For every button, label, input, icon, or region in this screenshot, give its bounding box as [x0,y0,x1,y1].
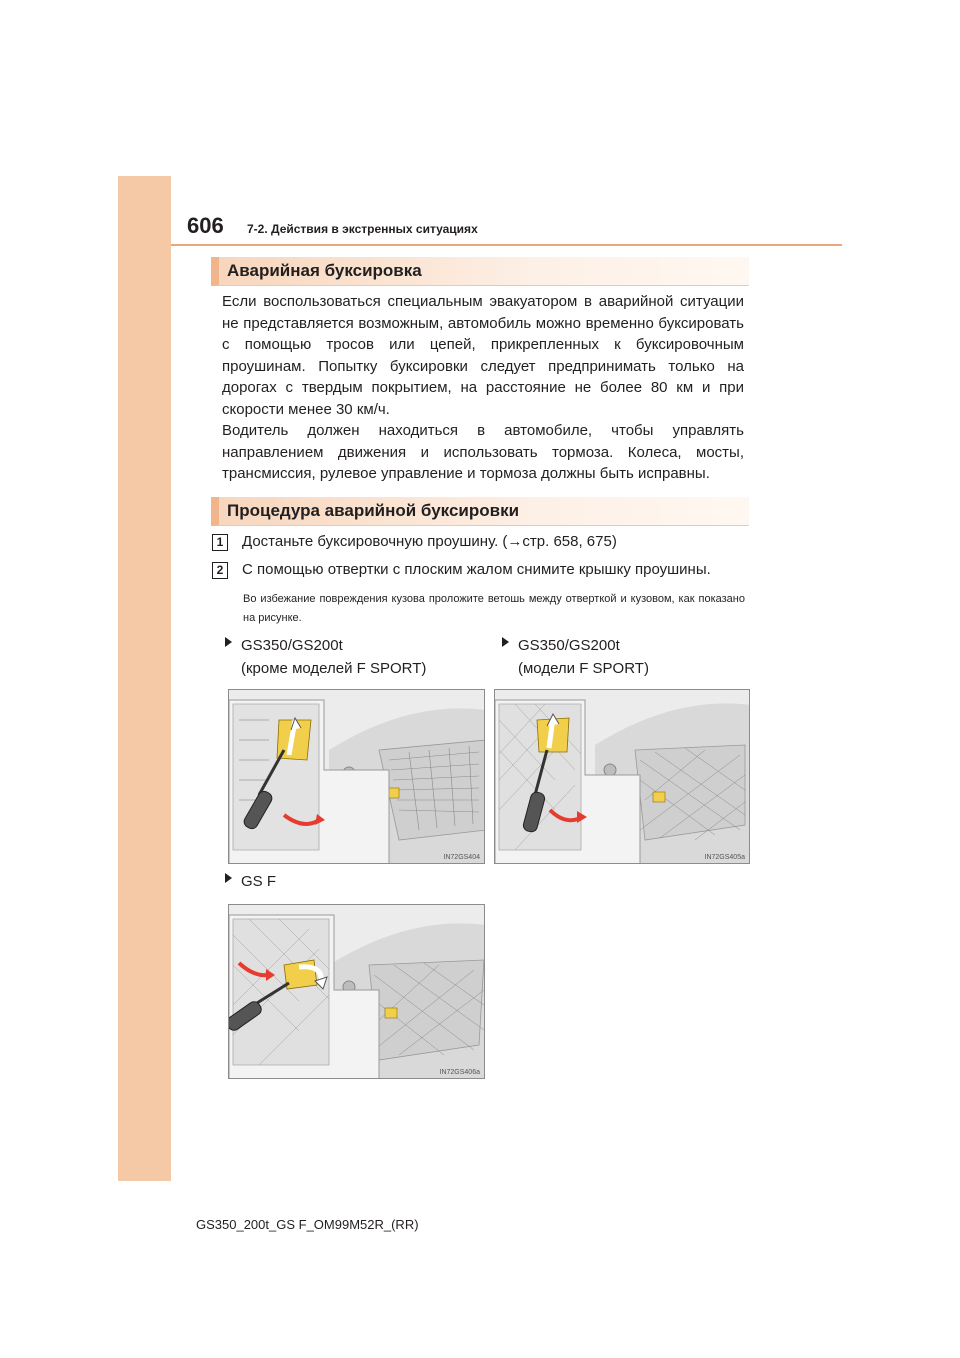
illustration-bumper-fsport [495,690,750,864]
section-heading-emergency-towing [211,257,749,286]
chapter-sidebar-tab [118,176,171,1181]
step-note: Во избежание повреждения кузова проложите ветошь между отверткой и кузовом, как показано на рисунке. [243,593,745,624]
step-text: Достаньте буксировочную проушину. (→стр. 658, 675) [242,533,617,550]
variant-detail: (модели F SPORT) [518,660,649,677]
step-number: 1 [212,534,228,551]
section-heading-towing-procedure [211,497,749,526]
step-number: 2 [212,562,228,579]
towing-paragraph-1: Если воспользоваться специальным эвакуатором в аварийной ситуации не представляется возможным, автомобиль можно временно буксировать с помощью тросов или цепей, прикрепленных к буксировочным проушинам. Попытку буксировки следует предпринимать только на дорогах с твердым покрытием, на расстояние не более 80 км и при скорости менее 30 км/ч. [222,293,744,418]
figure-code: IN72GS406a [439,1069,480,1076]
header-divider [171,244,842,246]
illustration-bumper-gsf [229,905,485,1079]
page-number: 606 [187,213,224,238]
variant-model: GS F [241,873,277,890]
variant-detail: (кроме моделей F SPORT) [241,660,427,677]
variant-model: GS350/GS200t [518,637,620,654]
triangle-bullet-icon [225,873,232,883]
step-text: С помощью отвертки с плоским жалом снимите крышку проушины. [242,561,711,578]
figure-gs350-standard [228,689,485,864]
towing-paragraph-2: Водитель должен находиться в автомобиле, чтобы управлять направлением движения и использовать тормоза. Колеса, мосты, трансмиссия, рулевое управление и тормоза должны быть исправны. [222,422,744,482]
illustration-bumper-standard [229,690,485,864]
triangle-bullet-icon [502,637,509,647]
figure-code: IN72GS405a [704,854,745,861]
section-title: Процедура аварийной буксировки [227,501,520,520]
section-title: Аварийная буксировка [227,261,422,280]
variant-model: GS350/GS200t [241,637,343,654]
figure-gs350-fsport [494,689,750,864]
chapter-title: 7-2. Действия в экстренных ситуациях [247,222,478,236]
figure-code: IN72GS404 [443,854,480,861]
document-footer: GS350_200t_GS F_OM99M52R_(RR) [196,1217,419,1232]
figure-gs-f [228,904,485,1079]
triangle-bullet-icon [225,637,232,647]
